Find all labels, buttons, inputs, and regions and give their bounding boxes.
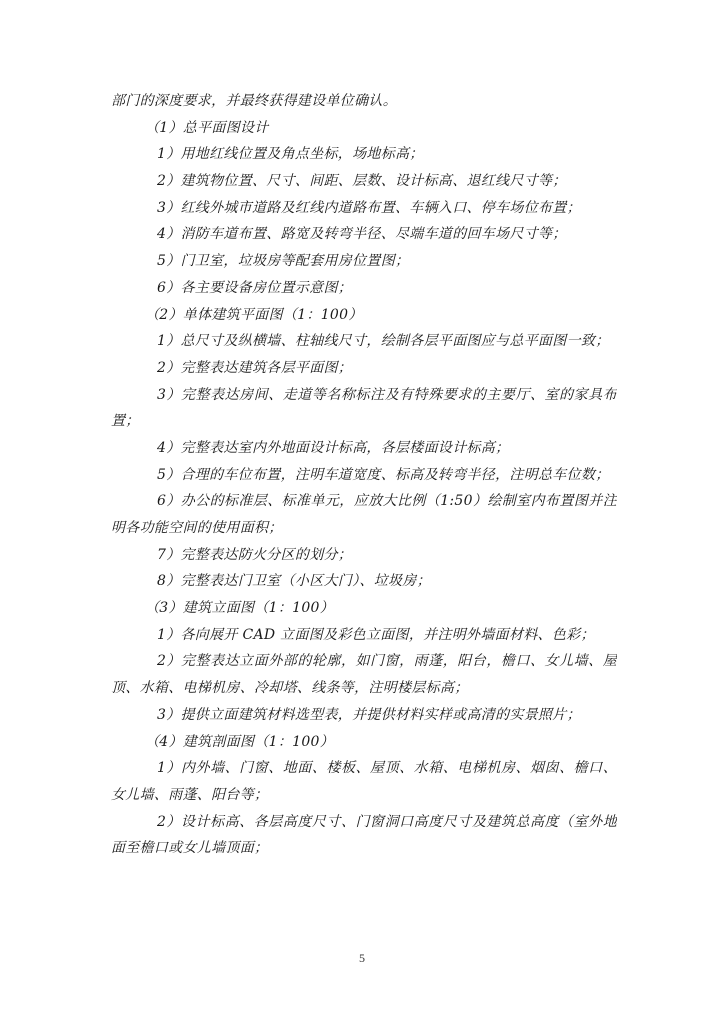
list-item: 5）门卫室，垃圾房等配套用房位置图； [157,253,410,270]
list-item: 8）完整表达门卫室（小区大门）、垃圾房； [157,573,431,590]
list-item: 2）完整表达立面外部的轮廓，如门窗，雨蓬，阳台，檐口、女儿墙、屋 [157,653,617,670]
paragraph-line: 部门的深度要求，并最终获得建设单位确认。 [111,93,397,109]
section-heading-3: （3）建筑立面图（1：100） [145,600,335,617]
list-item: 1）总尺寸及纵横墙、柱轴线尺寸，绘制各层平面图应与总平面图一致； [157,333,610,350]
list-item-continuation: 顶、水箱、电梯机房、冷却塔、线条等，注明楼层标高； [111,680,469,697]
list-item: 3）提供立面建筑材料选型表，并提供材料实样或高清的实景照片； [157,706,581,723]
list-item: 3）红线外城市道路及红线内道路布置、车辆入口、停车场位布置； [157,199,581,216]
section-heading-2: （2）单体建筑平面图（1：100） [145,306,363,323]
page-number: 5 [359,951,365,965]
list-item-continuation: 女儿墙、雨蓬、阳台等； [111,786,269,803]
section-heading-4: （4）建筑剖面图（1：100） [145,733,335,750]
list-item: 4）消防车道布置、路宽及转弯半径、尽端车道的回车场尺寸等； [157,226,567,243]
list-item-continuation: 置； [111,413,140,430]
list-item: 7）完整表达防火分区的划分； [157,546,353,563]
body-text [111,88,617,862]
list-item: 6）办公的标准层、标准单元，应放大比例（1:50）绘制室内布置图并注 [157,493,617,510]
section-heading-1: （1）总平面图设计 [145,119,269,136]
list-item: 1）各向展开 CAD 立面图及彩色立面图，并注明外墙面材料、色彩； [157,626,595,643]
list-item: 2）设计标高、各层高度尺寸、门窗洞口高度尺寸及建筑总高度（室外地 [157,813,617,830]
list-item: 1）内外墙、门窗、地面、楼板、屋顶、水箱、电梯机房、烟囱、檐口、 [157,760,617,777]
list-item: 5）合理的车位布置，注明车道宽度、标高及转弯半径，注明总车位数； [157,466,610,483]
list-item: 3）完整表达房间、走道等名称标注及有特殊要求的主要厅、室的家具布 [157,386,617,403]
list-item: 1）用地红线位置及角点坐标，场地标高； [157,146,424,163]
list-item: 2）建筑物位置、尺寸、间距、层数、设计标高、退红线尺寸等； [157,173,567,190]
list-item: 4）完整表达室内外地面设计标高，各层楼面设计标高； [157,439,510,456]
list-item: 6）各主要设备房位置示意图； [157,279,353,296]
list-item-continuation: 明各功能空间的使用面积； [111,520,283,536]
list-item: 2）完整表达建筑各层平面图； [157,359,353,376]
list-item-continuation: 面至檐口或女儿墙顶面； [111,840,269,857]
